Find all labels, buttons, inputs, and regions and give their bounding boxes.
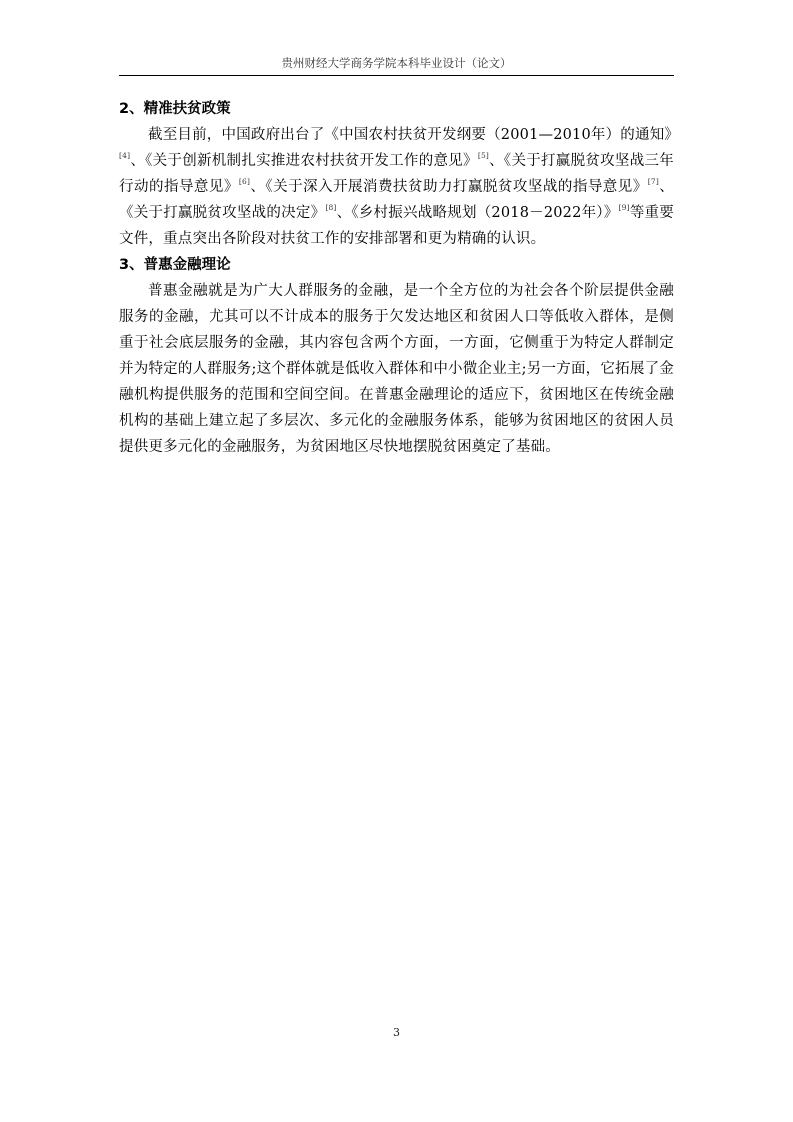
page-header <box>119 55 674 76</box>
paragraph-text: 、《关于打赢脱贫攻坚战三年行动的指导意见》 <box>119 153 674 195</box>
paragraph-text: 等重要文件，重点突出各阶段对扶贫工作的安排部署和更为精确的认识。 <box>119 205 674 247</box>
citation-ref: [5] <box>477 151 490 160</box>
citation-ref: [6] <box>238 177 251 186</box>
paragraph-text: 截至目前，中国政府出台了《中国农村扶贫开发纲要（2001—2010年）的通知》 <box>148 127 680 143</box>
paragraph-text: 、《关于深入开展消费扶贫助力打赢脱贫攻坚战的指导意见》 <box>250 179 648 195</box>
section-paragraph <box>119 278 674 460</box>
paragraph-text: 、《关于创新机制扎实推进农村扶贫开发工作的意见》 <box>130 153 478 169</box>
header-title: 贵州财经大学商务学院本科毕业设计（论文） <box>281 56 512 70</box>
section-heading: 2、精准扶贫政策 <box>119 101 231 117</box>
page-footer <box>0 1026 793 1040</box>
section-paragraph <box>119 122 680 252</box>
section-policy <box>119 96 680 252</box>
citation-ref: [7] <box>647 177 659 186</box>
section-inclusive-finance <box>119 252 674 460</box>
paragraph-text: 、《乡村振兴战略规划（2018－2022年）》 <box>336 205 619 221</box>
page-number: 3 <box>393 1026 400 1039</box>
paragraph-text: 、《关于打赢脱贫攻坚战的决定》 <box>119 179 674 221</box>
document-body <box>119 96 680 460</box>
citation-ref: [8] <box>325 203 337 212</box>
citation-ref: [4] <box>119 151 131 160</box>
paragraph-text: 普惠金融就是为广大人群服务的金融，是一个全方位的为社会各个阶层提供金融服务的金融，尤其可以不计成本的服务于欠发达地区和贫困人口等低收入群体，是侧重于社会底层服务的金融，其内容包含两个方面，一方面，它侧重于为特定人群制定并为特定的人群服务;这个群体就是低收入群体和中小微企业主;另一方面，它拓展了金融机构提供服务的范围和空间空间。在普惠金融理论的适应下，贫困地区在传统金融机构的基础上建立起了多层次、多元化的金融服务体系，能够为贫困地区的贫困人员提供更多元化的金融服务，为贫困地区尽快地摆脱贫困奠定了基础。 <box>119 283 674 455</box>
section-heading: 3、普惠金融理论 <box>119 257 231 273</box>
citation-ref: [9] <box>618 203 630 212</box>
